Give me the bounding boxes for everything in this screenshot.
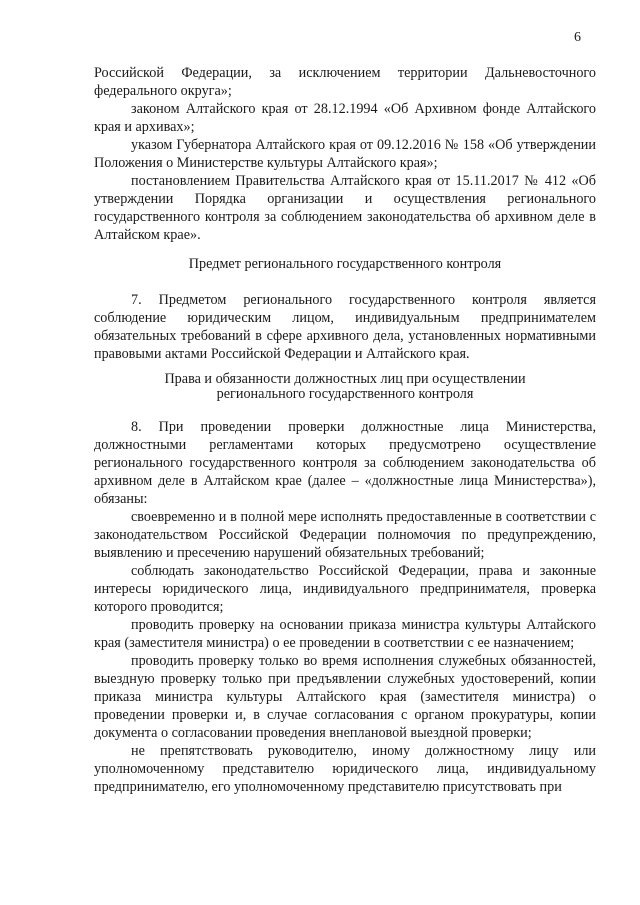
section-heading: Предмет регионального государственного контроля <box>188 256 502 272</box>
paragraph: соблюдать законодательство Российской Федерации, права и законные интересы юридического лица, индивидуального предпринимателя, проверка которого проводится; <box>94 563 596 615</box>
legal-basis-list <box>94 64 596 244</box>
paragraph: проводить проверку на основании приказа министра культуры Алтайского края (заместителя министра) о ее проведении в соответствии с ее назначением; <box>94 617 596 651</box>
paragraph: законом Алтайского края от 28.12.1994 «Об Архивном фонде Алтайского края и архивах»; <box>94 101 596 135</box>
section-heading: Права и обязанности должностных лиц при осуществлении <box>164 371 526 387</box>
paragraph: постановлением Правительства Алтайского края от 15.11.2017 № 412 «Об утверждении Порядка организации и осуществления регионального государственного контроля за соблюдением законодательства об архивном деле в Алтайском крае». <box>94 173 596 243</box>
paragraph: Российской Федерации, за исключением территории Дальневосточного федерального округа»; <box>94 65 596 99</box>
page-number: 6 <box>574 30 581 45</box>
paragraph: 8. При проведении проверки должностные лица Министерства, должностными регламентами которых предусмотрено осуществление регионального государственного контроля за соблюдением законодательства об архивном деле в Алтайском крае (далее – «должностные лица Министерства»), обязаны: <box>94 419 596 507</box>
section-body <box>94 418 596 796</box>
paragraph: 7. Предметом регионального государственного контроля является соблюдение юридическим лицом, индивидуальным предпринимателем обязательных требований в сфере архивного дела, установленных нормативными правовыми актами Российской Федерации и Алтайского края. <box>94 292 596 362</box>
paragraph: проводить проверку только во время исполнения служебных обязанностей, выездную проверку только при предъявлении служебных удостоверений, копии приказа министра культуры Алтайского края (заместителя министра) о проведении проверки и, в случае согласования с органом прокуратуры, копии документа о согласовании проведения внеплановой выездной проверки; <box>94 653 596 741</box>
paragraph: указом Губернатора Алтайского края от 09.12.2016 № 158 «Об утверждении Положения о Министерстве культуры Алтайского края»; <box>94 137 596 171</box>
paragraph: не препятствовать руководителю, иному должностному лицу или уполномоченному представителю юридического лица, индивидуальному предпринимателю, его уполномоченному представителю присутствовать при <box>94 743 596 795</box>
section-heading: регионального государственного контроля <box>216 386 474 402</box>
paragraph: своевременно и в полной мере исполнять предоставленные в соответствии с законодательством Российской Федерации полномочия по предупреждению, выявлению и пресечению нарушений обязательных требований; <box>94 509 596 561</box>
section-body <box>94 291 596 363</box>
